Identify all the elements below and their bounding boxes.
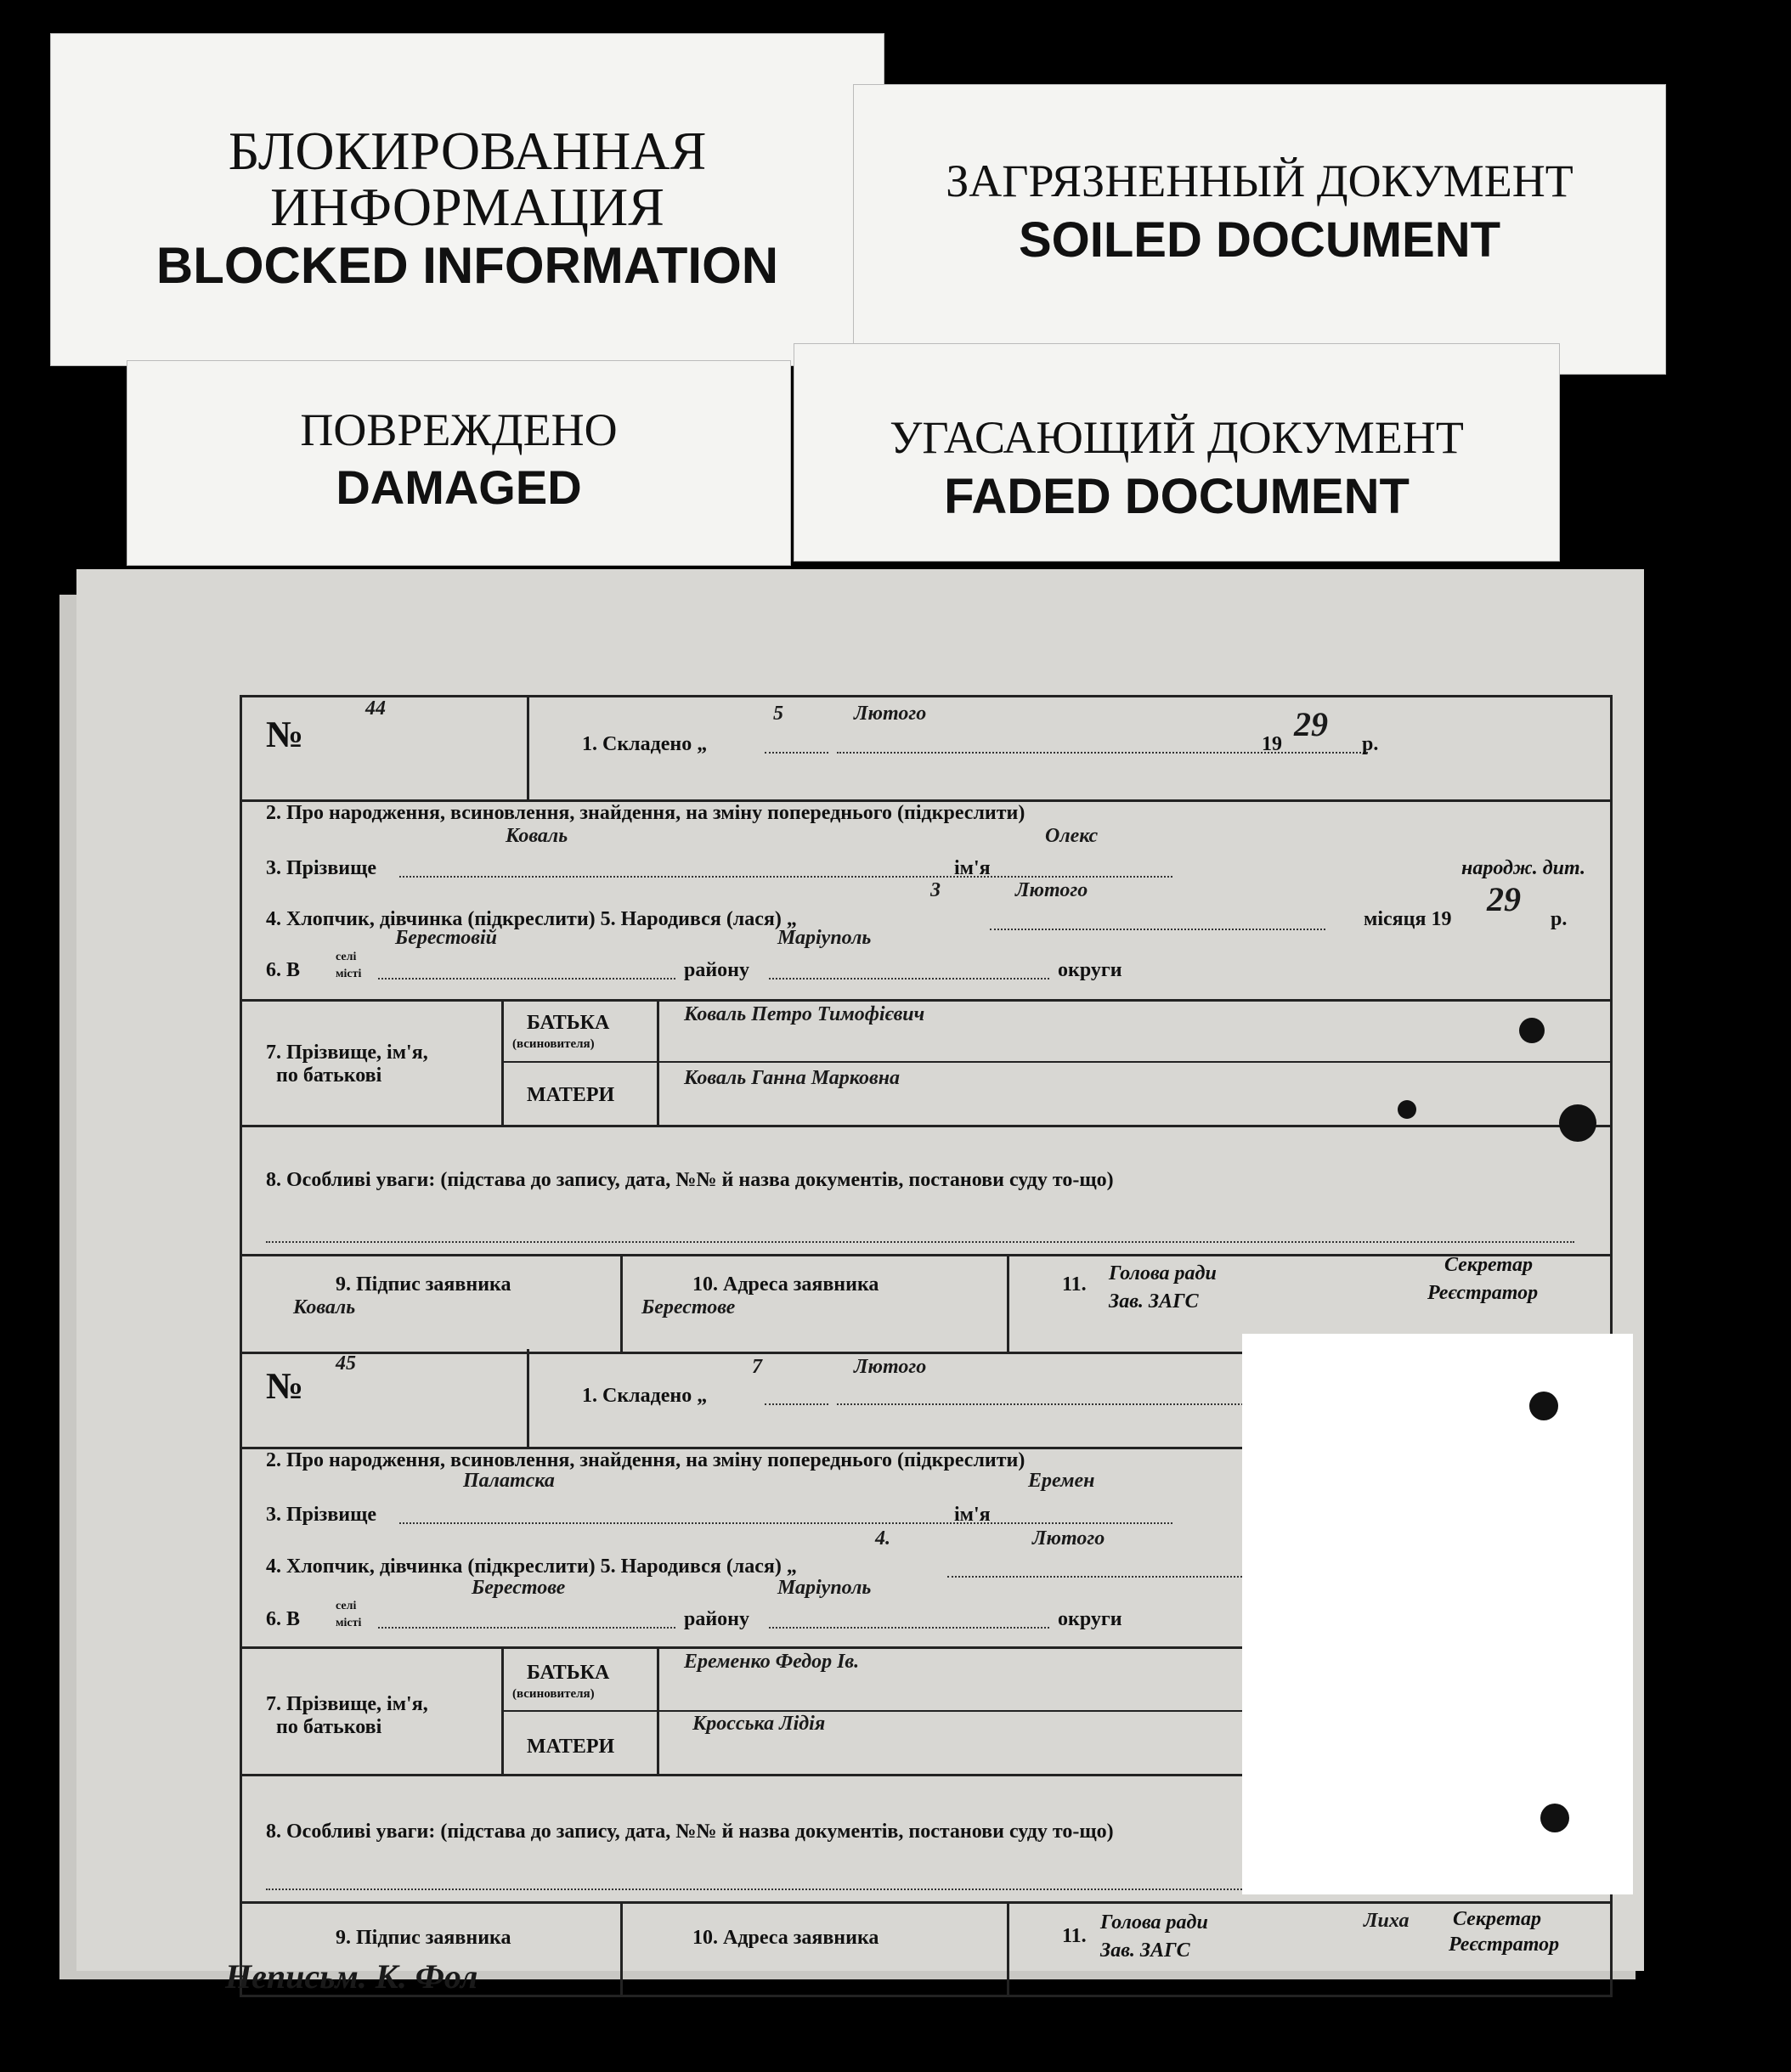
record2-district-value: Маріуполь xyxy=(777,1577,872,1599)
village-label: селі xyxy=(336,951,357,963)
father-value: Коваль Петро Тимофієвич xyxy=(684,1003,925,1025)
record2-born-month: Лютого xyxy=(1032,1527,1105,1550)
record2-surname-label: 3. Прізвище xyxy=(266,1504,377,1526)
blocked-ru-line1: БЛОКИРОВАННАЯ xyxy=(228,121,707,181)
punch-hole xyxy=(1529,1392,1558,1420)
record2-head-label-1: Голова ради xyxy=(1100,1911,1208,1934)
born-suffix: р. xyxy=(1551,908,1568,930)
year-value: 29 xyxy=(1294,705,1328,743)
record2-mother-label: МАТЕРИ xyxy=(527,1736,615,1758)
name-label: ім'я xyxy=(954,857,991,879)
district-label: району xyxy=(684,959,750,981)
record2-secretary-label-1: Секретар xyxy=(1453,1908,1541,1930)
boy-girl-label: 4. Хлопчик, дівчинка (підкреслити) 5. Народився (лася) „ xyxy=(266,908,797,930)
white-paper-patch xyxy=(1242,1334,1633,1894)
record2-name-label: ім'я xyxy=(954,1504,991,1526)
blocked-en: BLOCKED INFORMATION xyxy=(155,237,779,294)
place-value: Берестовій xyxy=(395,927,497,949)
head-num: 11. xyxy=(1062,1273,1087,1296)
record2-district-label: району xyxy=(684,1608,750,1630)
surname-label: 3. Прізвище xyxy=(266,857,377,879)
secretary-label-1: Секретар xyxy=(1444,1254,1533,1276)
record2-father-label: БАТЬКА xyxy=(527,1662,610,1684)
year-label: 19 xyxy=(1262,733,1282,755)
address-label: 10. Адреса заявника xyxy=(692,1273,879,1296)
record2-parents-label-1: 7. Прізвище, ім'я, xyxy=(266,1693,428,1715)
parents-label-1: 7. Прізвище, ім'я, xyxy=(266,1042,428,1064)
punch-hole xyxy=(1540,1804,1569,1832)
sign-value: Коваль xyxy=(293,1296,356,1318)
blocked-information-label xyxy=(51,34,884,365)
district-value: Маріуполь xyxy=(777,927,872,949)
record2-surname-value: Палатска xyxy=(463,1470,555,1492)
surname-value: Коваль xyxy=(506,825,568,847)
record2-city-label: місті xyxy=(336,1617,362,1629)
faded-document-label xyxy=(794,344,1559,561)
born-day: 3 xyxy=(930,879,941,901)
head-label-1: Голова ради xyxy=(1109,1262,1217,1284)
record2-secretary-label-2: Реєстратор xyxy=(1449,1934,1560,1956)
secretary-label-2: Реєстратор xyxy=(1427,1282,1539,1304)
record2-okrug-label: округи xyxy=(1058,1608,1122,1630)
mother-label: МАТЕРИ xyxy=(527,1084,615,1106)
compiled-label: 1. Складено „ xyxy=(582,733,708,755)
damaged-label xyxy=(127,361,790,565)
record2-father-sub: (всиновителя) xyxy=(512,1687,595,1701)
record-number-label: № xyxy=(266,714,304,755)
born-month-label: місяця 19 xyxy=(1364,908,1452,930)
year-suffix: р. xyxy=(1362,733,1379,755)
head-label-2: Зав. ЗАГС xyxy=(1109,1290,1199,1313)
record2-mother-value: Кросська Лідія xyxy=(692,1713,826,1735)
record2-sign-label: 9. Підпис заявника xyxy=(336,1927,511,1949)
okrug-label: округи xyxy=(1058,959,1122,981)
blocked-ru-line2: ИНФОРМАЦИЯ xyxy=(270,177,664,237)
record2-head-num: 11. xyxy=(1062,1925,1087,1947)
record2-head-label-2: Зав. ЗАГС xyxy=(1100,1939,1190,1962)
record2-compiled-day: 7 xyxy=(752,1356,762,1378)
record2-place-value: Берестове xyxy=(472,1577,566,1599)
address-value: Берестове xyxy=(641,1296,736,1318)
record2-notes-label: 8. Особливі уваги: (підстава до запису, дата, №№ й назва документів, постанови суду то-що) xyxy=(266,1821,1114,1843)
record2-compiled-month: Лютого xyxy=(854,1356,927,1378)
city-label: місті xyxy=(336,968,362,980)
ink-blot xyxy=(1559,1104,1596,1142)
soiled-document-label xyxy=(854,85,1665,374)
ink-blot xyxy=(1398,1100,1416,1119)
faded-en: FADED DOCUMENT xyxy=(944,469,1410,524)
birth-record-1 xyxy=(240,695,1613,1354)
record2-number-value: 45 xyxy=(336,1352,356,1375)
faded-ru: УГАСАЮЩИЙ ДОКУМЕНТ xyxy=(890,412,1464,463)
record2-sign-value: Неписьм. К. Фол xyxy=(225,1957,478,1996)
compiled-day: 5 xyxy=(773,703,783,725)
soiled-ru: ЗАГРЯЗНЕННЫЙ ДОКУМЕНТ xyxy=(946,155,1573,206)
born-child-label: народж. дит. xyxy=(1461,857,1585,879)
notes-label: 8. Особливі уваги: (підстава до запису, дата, №№ й назва документів, постанови суду то-що) xyxy=(266,1169,1114,1191)
record2-name-value: Еремен xyxy=(1028,1470,1095,1492)
record2-born-day: 4. xyxy=(875,1527,890,1550)
ink-blot xyxy=(1519,1018,1545,1043)
record2-number-label: № xyxy=(266,1365,304,1407)
record2-compiled-label: 1. Складено „ xyxy=(582,1385,708,1407)
record2-village-label: селі xyxy=(336,1600,357,1612)
damaged-en: DAMAGED xyxy=(336,460,582,514)
father-label: БАТЬКА xyxy=(527,1012,610,1034)
soiled-en: SOILED DOCUMENT xyxy=(1018,212,1501,268)
record2-parents-label-2: по батькові xyxy=(276,1716,382,1738)
record2-father-value: Еременко Федор Ів. xyxy=(684,1651,860,1673)
record-number-value: 44 xyxy=(365,697,386,720)
record2-boy-girl-label: 4. Хлопчик, дівчинка (підкреслити) 5. Народився (лася) „ xyxy=(266,1555,797,1578)
mother-value: Коваль Ганна Марковна xyxy=(684,1067,901,1089)
born-month: Лютого xyxy=(1015,879,1088,901)
compiled-month: Лютого xyxy=(854,703,927,725)
damaged-ru: ПОВРЕЖДЕНО xyxy=(300,404,618,455)
parents-label-2: по батькові xyxy=(276,1064,382,1087)
record2-address-label: 10. Адреса заявника xyxy=(692,1927,879,1949)
place-label: 6. В xyxy=(266,959,301,981)
born-year: 29 xyxy=(1487,880,1521,918)
sign-label: 9. Підпис заявника xyxy=(336,1273,511,1296)
record2-about-label: 2. Про народження, всиновлення, знайдення, на зміну попереднього (підкреслити) xyxy=(266,1449,1025,1471)
name-value: Олекс xyxy=(1045,825,1099,847)
about-label: 2. Про народження, всиновлення, знайдення, на зміну попереднього (підкреслити) xyxy=(266,802,1025,824)
record2-secretary-value: Лиха xyxy=(1364,1910,1410,1932)
father-sub: (всиновителя) xyxy=(512,1037,595,1051)
record2-place-label: 6. В xyxy=(266,1608,301,1630)
